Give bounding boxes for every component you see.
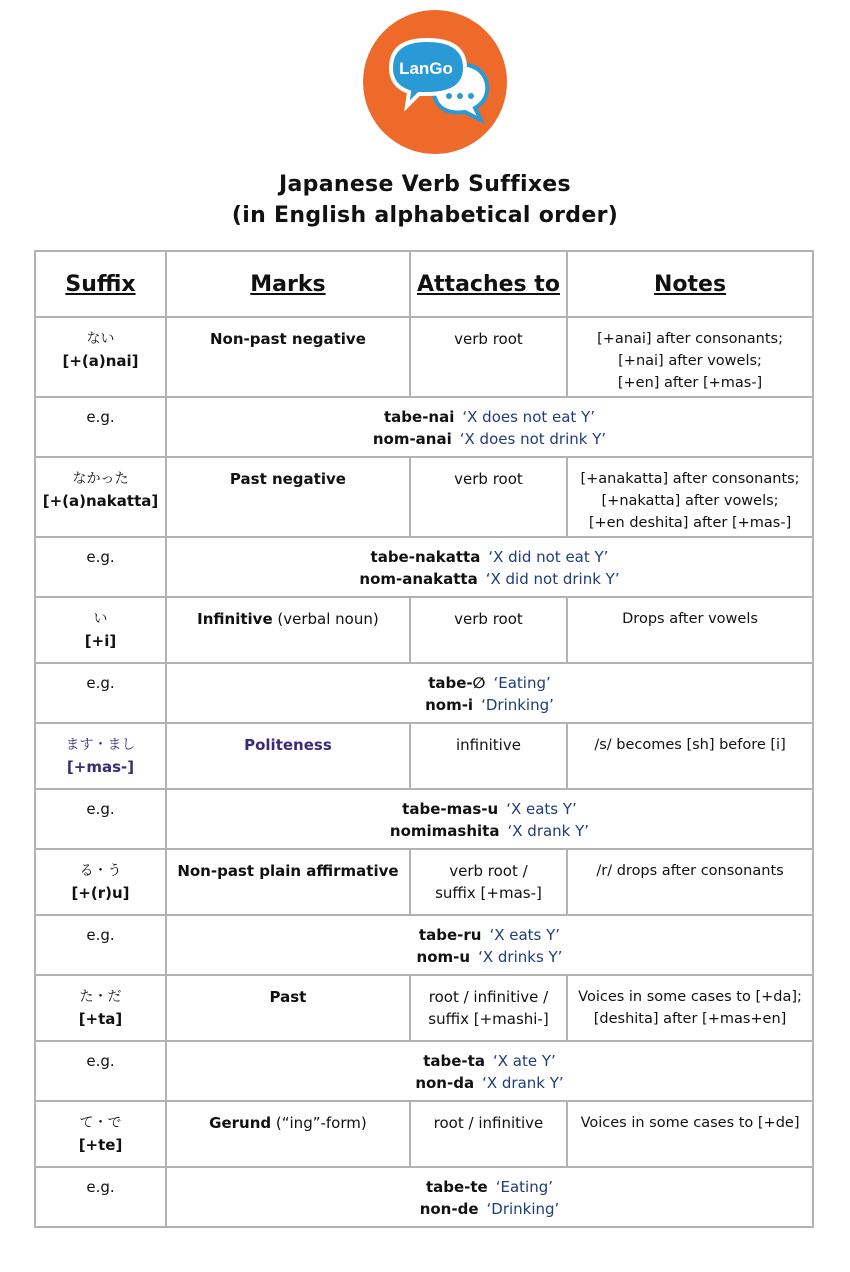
note-line: /s/ becomes [sh] before [i] bbox=[594, 737, 786, 753]
note-line: [+nai] after vowels; bbox=[618, 353, 762, 369]
example-line bbox=[167, 546, 812, 568]
suffix-romaji: [+mas-] bbox=[66, 758, 135, 776]
eg-cell bbox=[35, 1041, 166, 1101]
example-line bbox=[167, 798, 812, 820]
marks-cell bbox=[166, 849, 410, 915]
marks-label: Non-past plain affirmative bbox=[177, 862, 399, 880]
suffix-row bbox=[35, 1101, 813, 1167]
example-line bbox=[167, 406, 812, 428]
example-form: tabe-ru bbox=[418, 926, 482, 944]
example-line bbox=[167, 428, 812, 450]
attaches-cell bbox=[410, 975, 567, 1041]
example-form: tabe-∅ bbox=[428, 674, 486, 692]
note-line: Voices in some cases to [+de] bbox=[580, 1115, 800, 1131]
attaches-line: verb root bbox=[454, 470, 523, 488]
marks-extra: (“ing”-form) bbox=[271, 1114, 367, 1132]
example-gloss: ‘X ate Y’ bbox=[492, 1052, 556, 1070]
example-gloss: ‘X eats Y’ bbox=[489, 926, 561, 944]
marks-label: Politeness bbox=[244, 736, 332, 754]
suffix-romaji: [+te] bbox=[78, 1136, 123, 1154]
header-attaches: Attaches to bbox=[410, 251, 567, 317]
example-gloss: ‘X drank Y’ bbox=[507, 822, 590, 840]
marks-label: Non-past negative bbox=[209, 330, 366, 348]
example-gloss: ‘X drank Y’ bbox=[482, 1074, 564, 1092]
examples-cell bbox=[166, 1041, 813, 1101]
example-form: tabe-nai bbox=[383, 408, 455, 426]
note-line: [+en] after [+mas-] bbox=[617, 375, 763, 391]
example-gloss: ‘Drinking’ bbox=[486, 1200, 560, 1218]
attaches-line: suffix [+mas-] bbox=[435, 884, 542, 902]
notes-cell bbox=[567, 723, 813, 789]
suffix-romaji: [+ta] bbox=[78, 1010, 123, 1028]
eg-cell bbox=[35, 915, 166, 975]
suffix-row bbox=[35, 597, 813, 663]
suffix-japanese: ない bbox=[86, 331, 115, 347]
example-line bbox=[167, 1050, 812, 1072]
eg-label: e.g. bbox=[86, 926, 115, 944]
example-gloss: ‘X does not eat Y’ bbox=[462, 408, 596, 426]
example-row bbox=[35, 397, 813, 457]
marks-label: Past bbox=[269, 988, 307, 1006]
eg-label: e.g. bbox=[86, 800, 115, 818]
note-line: [+en deshita] after [+mas-] bbox=[588, 515, 792, 531]
attaches-line: verb root bbox=[454, 330, 523, 348]
eg-label: e.g. bbox=[86, 408, 115, 426]
example-form: nom-i bbox=[425, 696, 474, 714]
example-row bbox=[35, 537, 813, 597]
example-gloss: ‘Drinking’ bbox=[481, 696, 554, 714]
example-form: nom-anai bbox=[372, 430, 452, 448]
example-gloss: ‘Eating’ bbox=[495, 1178, 554, 1196]
eg-cell bbox=[35, 789, 166, 849]
table-header-row bbox=[35, 251, 813, 317]
example-gloss: ‘X did not drink Y’ bbox=[485, 570, 620, 588]
marks-cell bbox=[166, 317, 410, 397]
marks-cell bbox=[166, 597, 410, 663]
page-subtitle: (in English alphabetical order) bbox=[231, 203, 619, 228]
marks-cell bbox=[166, 1101, 410, 1167]
example-line bbox=[167, 1198, 812, 1220]
example-line bbox=[167, 672, 812, 694]
suffix-japanese: い bbox=[93, 611, 108, 627]
example-row bbox=[35, 915, 813, 975]
suffix-cell bbox=[35, 1101, 166, 1167]
suffix-cell bbox=[35, 975, 166, 1041]
logo-text: LanGo bbox=[399, 59, 453, 78]
marks-label: Past negative bbox=[229, 470, 346, 488]
example-gloss: ‘X drinks Y’ bbox=[478, 948, 563, 966]
note-line: Drops after vowels bbox=[622, 611, 758, 627]
attaches-line: verb root bbox=[454, 610, 523, 628]
suffix-cell bbox=[35, 597, 166, 663]
suffix-romaji: [+(r)u] bbox=[71, 884, 130, 902]
marks-cell bbox=[166, 975, 410, 1041]
note-line: Voices in some cases to [+da]; bbox=[578, 989, 802, 1005]
example-line bbox=[167, 820, 812, 842]
examples-cell bbox=[166, 915, 813, 975]
example-form: tabe-nakatta bbox=[370, 548, 481, 566]
suffix-japanese: た・だ bbox=[79, 989, 122, 1005]
example-row bbox=[35, 663, 813, 723]
eg-label: e.g. bbox=[86, 548, 115, 566]
example-form: nomimashita bbox=[389, 822, 500, 840]
header-marks: Marks bbox=[166, 251, 410, 317]
attaches-line: suffix [+mashi-] bbox=[428, 1010, 549, 1028]
eg-cell bbox=[35, 397, 166, 457]
header-notes: Notes bbox=[567, 251, 813, 317]
examples-cell bbox=[166, 789, 813, 849]
attaches-line: infinitive bbox=[456, 736, 521, 754]
marks-extra: (verbal noun) bbox=[272, 610, 379, 628]
suffix-romaji: [+(a)nai] bbox=[62, 352, 139, 370]
example-gloss: ‘Eating’ bbox=[493, 674, 551, 692]
attaches-line: root / infinitive bbox=[433, 1114, 544, 1132]
examples-cell bbox=[166, 1167, 813, 1227]
example-form: nom-anakatta bbox=[359, 570, 478, 588]
example-form: tabe-te bbox=[425, 1178, 488, 1196]
example-line bbox=[167, 1176, 812, 1198]
suffix-romaji: [+(a)nakatta] bbox=[42, 492, 159, 510]
example-form: non-da bbox=[415, 1074, 475, 1092]
page-title: Japanese Verb Suffixes bbox=[279, 172, 571, 197]
suffix-japanese: なかった bbox=[72, 471, 129, 487]
suffix-cell bbox=[35, 849, 166, 915]
eg-cell bbox=[35, 537, 166, 597]
suffix-cell bbox=[35, 723, 166, 789]
note-line: [+anai] after consonants; bbox=[597, 331, 783, 347]
example-line bbox=[167, 946, 812, 968]
notes-cell bbox=[567, 457, 813, 537]
lango-logo bbox=[363, 10, 507, 154]
notes-cell bbox=[567, 849, 813, 915]
marks-cell bbox=[166, 723, 410, 789]
note-line: /r/ drops after consonants bbox=[596, 863, 784, 879]
attaches-cell bbox=[410, 1101, 567, 1167]
example-line bbox=[167, 694, 812, 716]
notes-cell bbox=[567, 597, 813, 663]
example-form: tabe-mas-u bbox=[402, 800, 499, 818]
suffix-row bbox=[35, 317, 813, 397]
note-line: [deshita] after [+mas+en] bbox=[593, 1011, 787, 1027]
examples-cell bbox=[166, 537, 813, 597]
eg-label: e.g. bbox=[86, 1178, 115, 1196]
example-line bbox=[167, 924, 812, 946]
examples-cell bbox=[166, 663, 813, 723]
attaches-cell bbox=[410, 457, 567, 537]
suffix-cell bbox=[35, 317, 166, 397]
eg-label: e.g. bbox=[86, 674, 115, 692]
note-line: [+nakatta] after vowels; bbox=[601, 493, 779, 509]
example-row bbox=[35, 1167, 813, 1227]
notes-cell bbox=[567, 317, 813, 397]
attaches-line: root / infinitive / bbox=[428, 988, 549, 1006]
suffix-romaji: [+i] bbox=[84, 632, 117, 650]
suffix-row bbox=[35, 723, 813, 789]
attaches-line: verb root / bbox=[449, 862, 528, 880]
example-row bbox=[35, 1041, 813, 1101]
examples-cell bbox=[166, 397, 813, 457]
suffix-row bbox=[35, 849, 813, 915]
eg-cell bbox=[35, 1167, 166, 1227]
example-gloss: ‘X does not drink Y’ bbox=[459, 430, 607, 448]
note-line: [+anakatta] after consonants; bbox=[580, 471, 800, 487]
header-suffix: Suffix bbox=[35, 251, 166, 317]
suffix-table bbox=[34, 250, 814, 1228]
suffix-japanese: て・で bbox=[79, 1115, 122, 1131]
example-gloss: ‘X did not eat Y’ bbox=[488, 548, 609, 566]
example-form: non-de bbox=[419, 1200, 479, 1218]
suffix-japanese: ます・まし bbox=[65, 737, 136, 753]
marks-cell bbox=[166, 457, 410, 537]
suffix-row bbox=[35, 457, 813, 537]
example-form: tabe-ta bbox=[423, 1052, 485, 1070]
suffix-cell bbox=[35, 457, 166, 537]
example-form: nom-u bbox=[416, 948, 471, 966]
marks-label: Infinitive bbox=[197, 610, 273, 628]
example-row bbox=[35, 789, 813, 849]
attaches-cell bbox=[410, 317, 567, 397]
eg-cell bbox=[35, 663, 166, 723]
notes-cell bbox=[567, 1101, 813, 1167]
suffix-japanese: る・う bbox=[79, 863, 122, 879]
attaches-cell bbox=[410, 723, 567, 789]
chat-bubbles-icon bbox=[363, 10, 507, 154]
attaches-cell bbox=[410, 597, 567, 663]
attaches-cell bbox=[410, 849, 567, 915]
example-gloss: ‘X eats Y’ bbox=[506, 800, 577, 818]
eg-label: e.g. bbox=[86, 1052, 115, 1070]
notes-cell bbox=[567, 975, 813, 1041]
example-line bbox=[167, 1072, 812, 1094]
suffix-row bbox=[35, 975, 813, 1041]
example-line bbox=[167, 568, 812, 590]
marks-label: Gerund bbox=[209, 1114, 272, 1132]
